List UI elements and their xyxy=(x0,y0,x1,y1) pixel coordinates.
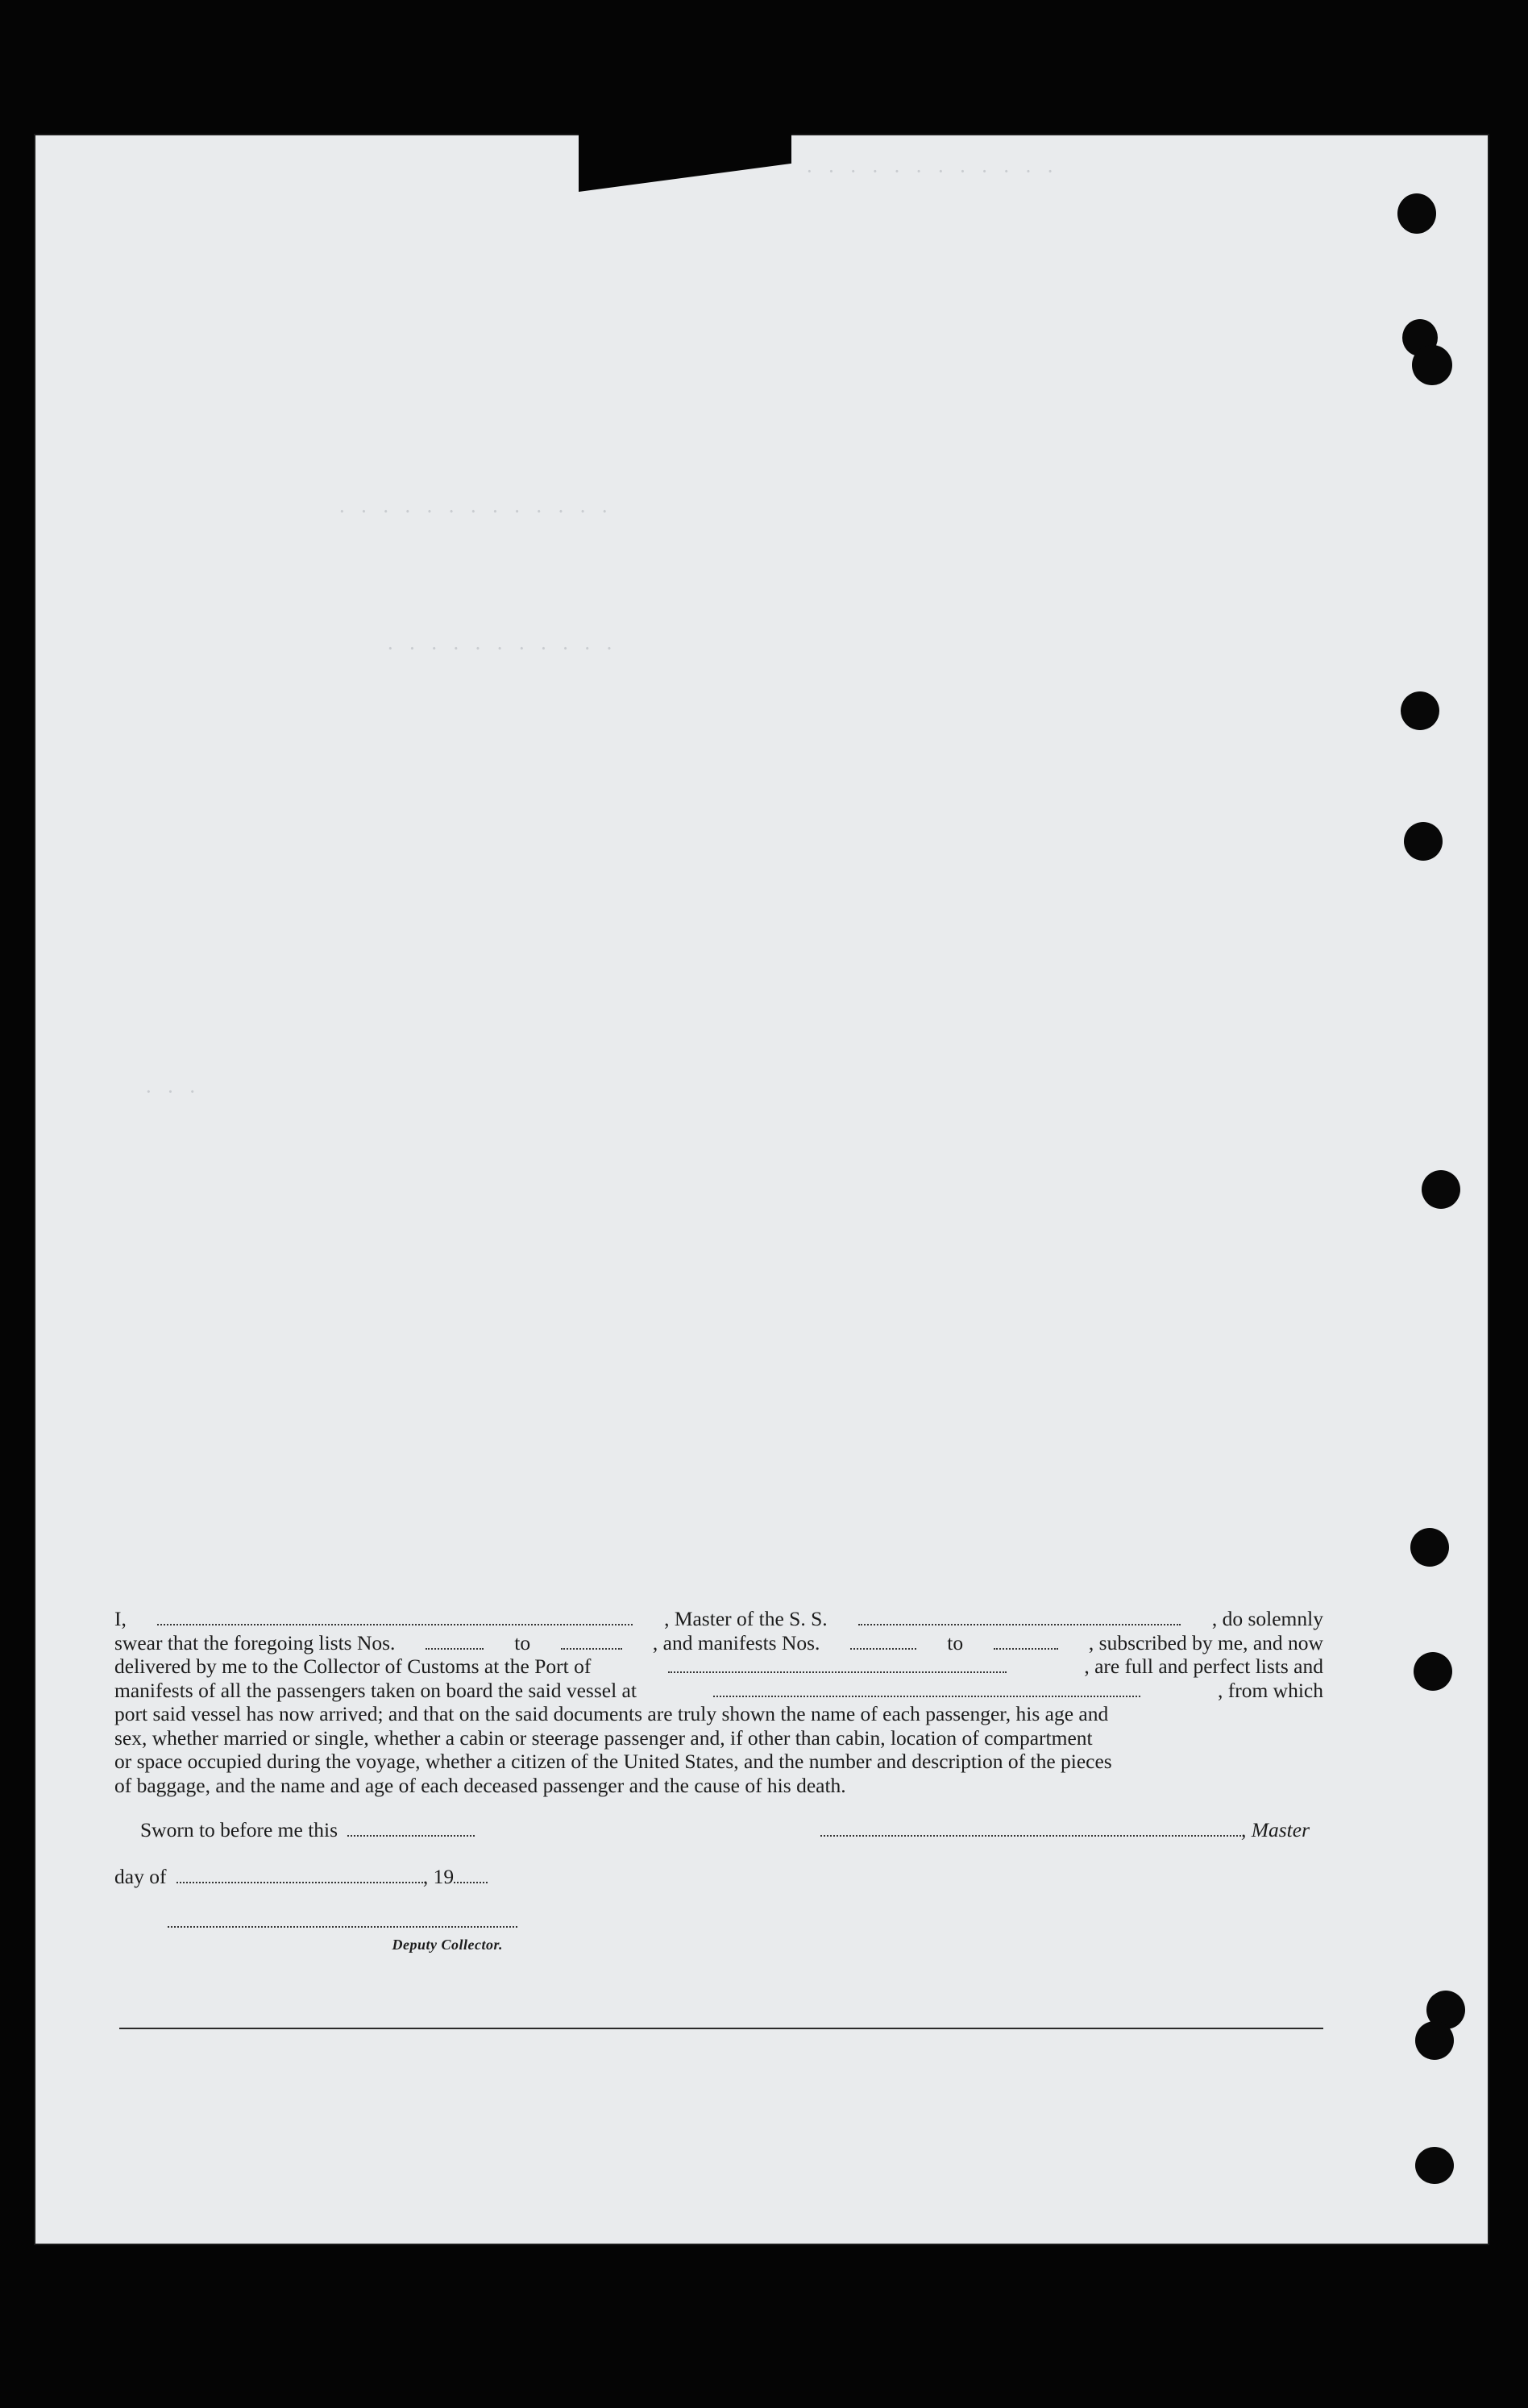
oath-text: port said vessel has now arrived; and that on the said documents are truly shown the name of each passenger, his age and xyxy=(114,1702,1109,1725)
deputy-signature-blank xyxy=(168,1910,517,1928)
oath-text: or space occupied during the voyage, whether a citizen of the United States, and the number and description of the pieces xyxy=(114,1750,1112,1773)
punch-hole xyxy=(1412,345,1452,385)
day-of-line xyxy=(114,1865,488,1889)
oath-text: to xyxy=(947,1630,964,1654)
month-blank xyxy=(176,1866,423,1883)
punch-hole xyxy=(1415,2147,1454,2184)
punch-hole xyxy=(1404,822,1443,861)
punch-hole xyxy=(1415,2021,1454,2060)
master-oath-paragraph xyxy=(114,1607,1323,1797)
master-signature-line xyxy=(820,1818,1310,1842)
bleed-through-mark: · · · · · · · · · · · xyxy=(387,637,618,660)
manifest-to-blank xyxy=(994,1632,1058,1650)
bottom-rule xyxy=(119,2028,1323,2029)
oath-text: , from which xyxy=(1217,1678,1323,1702)
master-signature-blank xyxy=(820,1819,1241,1837)
punch-hole xyxy=(1397,193,1436,234)
master-name-blank xyxy=(157,1608,633,1625)
bleed-through-mark: · · · · · · · · · · · · · xyxy=(338,500,613,523)
oath-text: of baggage, and the name and age of each deceased passenger and the cause of his death. xyxy=(114,1773,846,1797)
oath-line-2 xyxy=(114,1631,1323,1655)
oath-line-3 xyxy=(114,1654,1323,1679)
oath-text: , and manifests Nos. xyxy=(652,1630,820,1654)
oath-line-4 xyxy=(114,1679,1323,1703)
oath-line-1 xyxy=(114,1607,1323,1631)
sworn-before-line xyxy=(140,1818,475,1842)
oath-text: sex, whether married or single, whether a cabin or steerage passenger and, if other than cabin, location of compartment xyxy=(114,1725,1093,1750)
oath-text: to xyxy=(514,1630,531,1654)
year-blank xyxy=(454,1866,488,1883)
oath-text: swear that the foregoing lists Nos. xyxy=(114,1630,396,1654)
oath-text: delivered by me to the Collector of Customs at the Port of xyxy=(114,1654,592,1678)
port-of-departure-blank xyxy=(713,1679,1140,1697)
bleed-through-mark: · · · xyxy=(145,1080,201,1103)
list-from-blank xyxy=(426,1632,484,1650)
oath-line-5 xyxy=(114,1702,1323,1726)
punch-hole xyxy=(1410,1528,1449,1567)
master-label: , Master xyxy=(1241,1818,1310,1841)
deputy-collector-block xyxy=(168,1910,517,1955)
deputy-collector-label: Deputy Collector. xyxy=(392,1937,503,1953)
sworn-label: Sworn to before me this xyxy=(140,1818,338,1841)
oath-text: I, xyxy=(114,1607,127,1630)
oath-text: , do solemnly xyxy=(1211,1607,1323,1630)
oath-line-8 xyxy=(114,1774,1323,1798)
list-to-blank xyxy=(561,1632,622,1650)
manifest-from-blank xyxy=(850,1632,916,1650)
bleed-through-mark: · · · · · · · · · · · · xyxy=(806,160,1059,183)
punch-hole xyxy=(1414,1652,1452,1691)
ship-name-blank xyxy=(858,1608,1181,1625)
punch-hole xyxy=(1422,1170,1460,1209)
port-of-arrival-blank xyxy=(668,1655,1007,1673)
punch-hole xyxy=(1401,691,1439,730)
oath-line-7 xyxy=(114,1750,1323,1774)
oath-text: manifests of all the passengers taken on board the said vessel at xyxy=(114,1678,637,1702)
day-of-label: day of xyxy=(114,1865,167,1888)
oath-text: , are full and perfect lists and xyxy=(1084,1654,1323,1678)
oath-text: , subscribed by me, and now xyxy=(1088,1630,1323,1654)
sworn-day-blank xyxy=(347,1819,475,1837)
oath-line-6 xyxy=(114,1726,1323,1750)
year-label: , 19 xyxy=(422,1865,455,1888)
oath-text: , Master of the S. S. xyxy=(664,1607,828,1630)
